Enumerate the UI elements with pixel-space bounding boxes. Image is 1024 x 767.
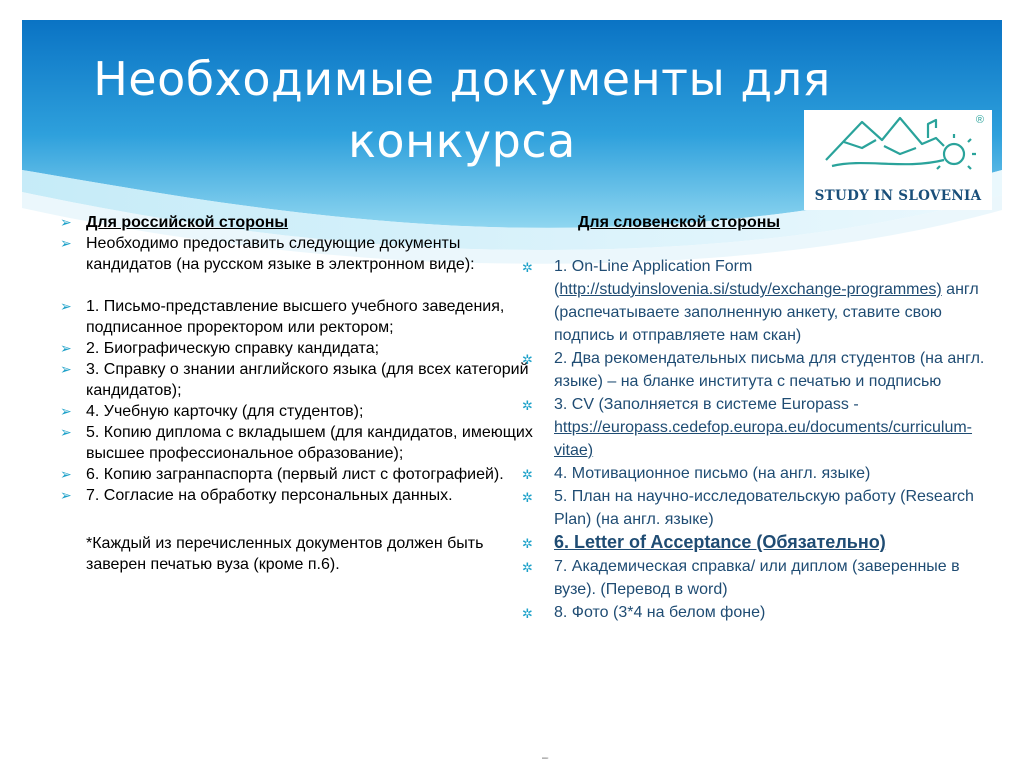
star-bullet-icon: ✲ <box>522 352 533 367</box>
list-item: ➢ 6. Копию загранпаспорта (первый лист с фотографией). <box>60 466 504 483</box>
list-item <box>520 531 990 555</box>
left-heading: Для российской стороны <box>86 214 289 231</box>
arrow-bullet-icon: ➢ <box>60 487 72 503</box>
list-item: ➢ 1. Письмо-представление высшего учебного заведения, подписанное проректором или ректором; <box>60 298 505 336</box>
list-item: ➢ 4. Учебную карточку (для студентов); <box>60 403 364 420</box>
star-bullet-icon: ✲ <box>522 260 533 275</box>
list-item: ✲ 1. On-Line Application Form (http://studyinslovenia.si/study/exchange-programmes) англ (распечатываете заполненную анкету, ставите свою подпись и отправляете нам скан) <box>522 258 979 344</box>
left-intro: Необходимо предоставить следующие документы кандидатов (на русском языке в электронном виде): <box>86 235 475 273</box>
star-bullet-icon: ✲ <box>522 398 533 413</box>
list-item: ✲ 2. Два рекомендательных письма для студентов (на англ. языке) – на бланке института с печатью и подписью <box>522 350 985 390</box>
logo-text: STUDY IN SLOVENIA <box>814 188 982 204</box>
list-item <box>60 212 540 233</box>
arrow-bullet-icon: ➢ <box>60 424 72 440</box>
slide <box>22 20 1002 764</box>
footer-mark: """ <box>542 758 549 764</box>
list-item: ➢ 7. Согласие на обработку персональных данных. <box>60 487 453 504</box>
arrow-bullet-icon: ➢ <box>60 403 72 419</box>
list-item: ➢ 2. Биографическую справку кандидата; <box>60 340 380 357</box>
registered-mark: ® <box>975 114 984 126</box>
star-bullet-icon: ✲ <box>522 490 533 505</box>
arrow-bullet-icon: ➢ <box>60 235 72 251</box>
page-title: Необходимые документы для конкурса <box>93 52 831 168</box>
mountain-logo-icon <box>804 110 992 188</box>
list-item: ➢ 5. Копию диплома с вкладышем (для кандидатов, имеющих высшее профессиональное образование); <box>60 424 533 462</box>
star-bullet-icon: ✲ <box>522 467 533 482</box>
arrow-bullet-icon: ➢ <box>60 340 72 356</box>
star-bullet-icon: ✲ <box>522 606 533 621</box>
star-bullet-icon: ✲ <box>522 536 533 551</box>
star-bullet-icon: ✲ <box>522 560 533 575</box>
list-item: ✲ 7. Академическая справка/ или диплом (заверенные в вузе). (Перевод в word) <box>522 558 960 598</box>
slovenian-side-column <box>520 212 990 624</box>
arrow-bullet-icon: ➢ <box>60 298 72 314</box>
list-item: ➢ 3. Справку о знании английского языка (для всех категорий кандидатов); <box>60 361 529 399</box>
list-item: ✲ 3. CV (Заполняется в системе Europass - https://europass.cedefop.europa.eu/documents/curriculum-vitae) <box>522 396 973 459</box>
right-heading: Для словенской стороны <box>578 214 781 231</box>
study-in-slovenia-logo <box>804 110 992 210</box>
russian-side-column <box>60 212 540 575</box>
arrow-bullet-icon: ➢ <box>60 214 72 230</box>
list-item: ✲ 5. План на научно-исследовательскую работу (Research Plan) (на англ. языке) <box>522 488 974 528</box>
letter-of-acceptance: 6. Letter of Acceptance (Обязательно) <box>554 532 886 552</box>
application-form-link[interactable]: http://studyinslovenia.si/study/exchange-programmes) <box>559 281 942 298</box>
list-item: ✲ 8. Фото (3*4 на белом фоне) <box>520 601 990 624</box>
stamp-note: *Каждый из перечисленных документов должен быть заверен печатью вуза (кроме п.6). <box>86 535 484 573</box>
list-item <box>60 233 540 275</box>
list-item: ✲ 4. Мотивационное письмо (на англ. языке) <box>520 462 990 485</box>
arrow-bullet-icon: ➢ <box>60 361 72 377</box>
europass-link[interactable]: https://europass.cedefop.europa.eu/documents/curriculum-vitae) <box>554 419 973 459</box>
arrow-bullet-icon: ➢ <box>60 466 72 482</box>
